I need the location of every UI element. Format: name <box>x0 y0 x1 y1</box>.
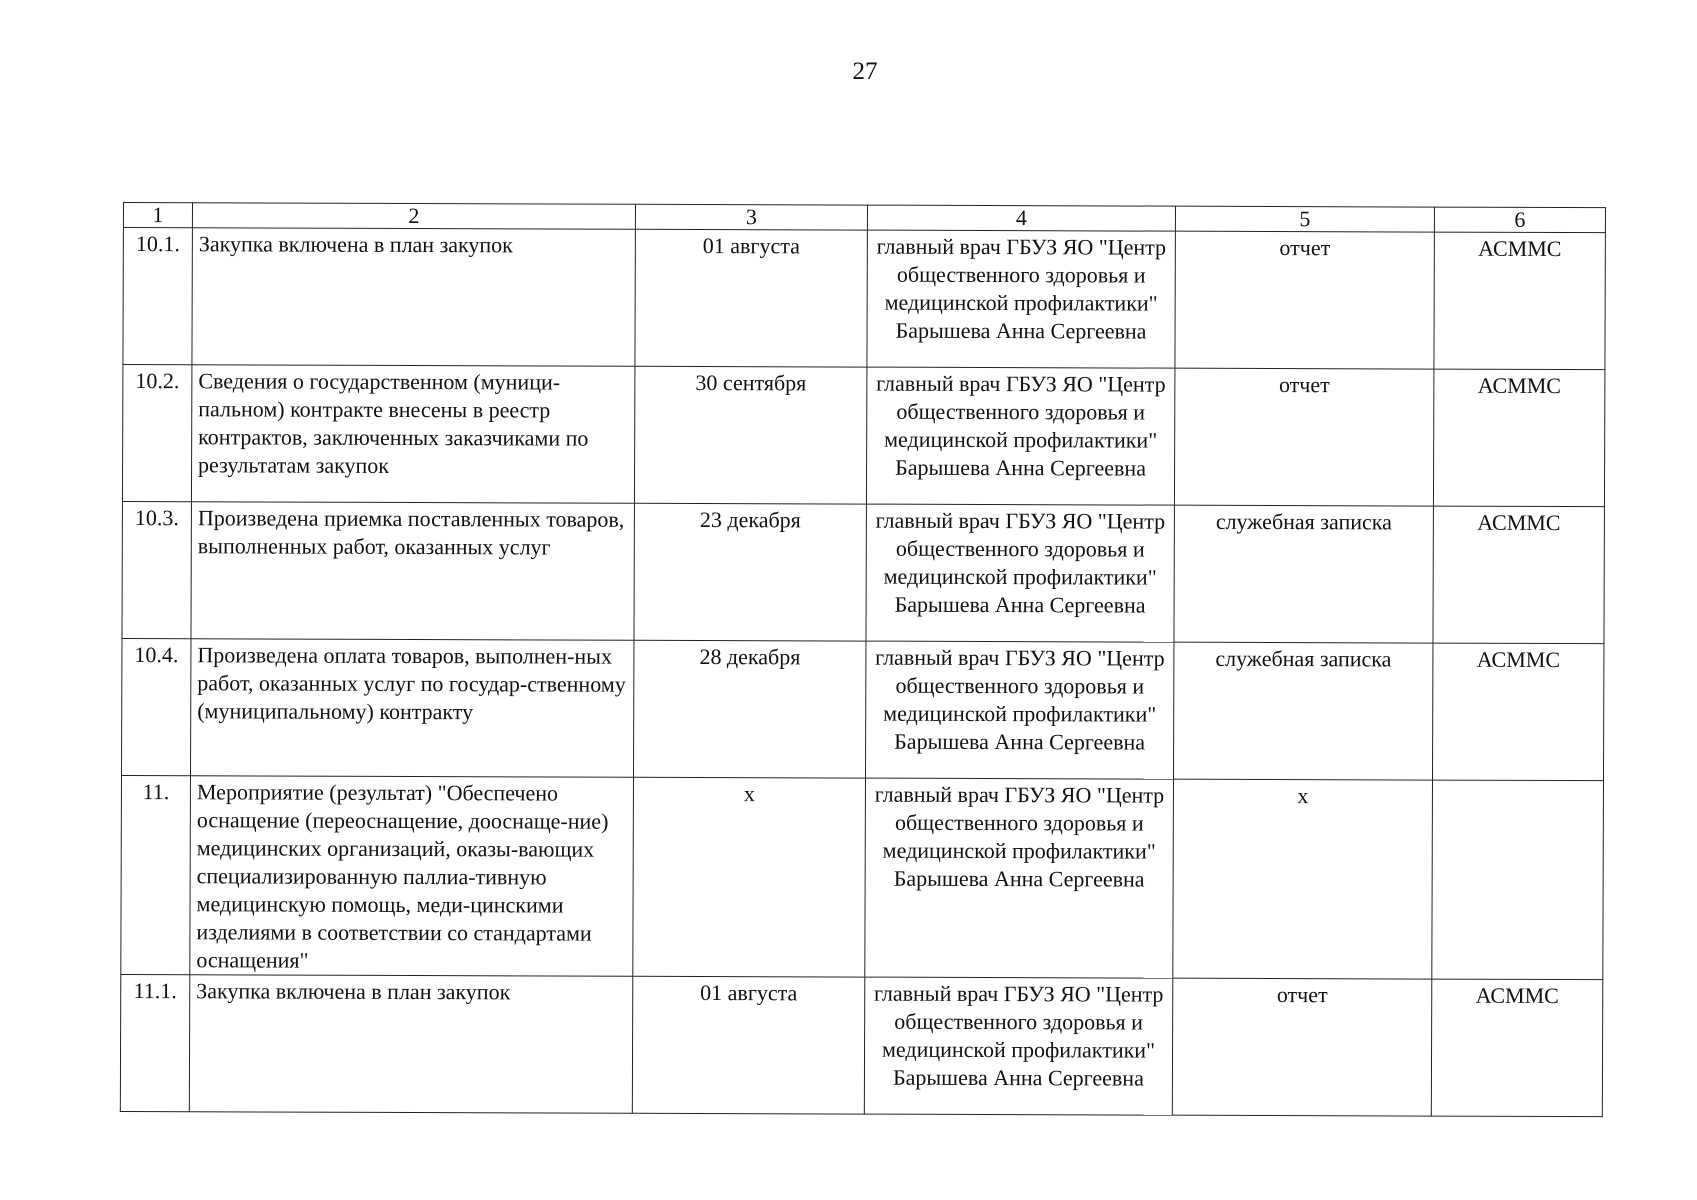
row-deadline: 30 сентября <box>634 366 866 504</box>
row-description: Сведения о государственном (муници-пальном) контракте внесены в реестр контрактов, заключенных заказчиками по результатам закупок <box>191 365 634 504</box>
column-header-5: 5 <box>1175 206 1434 232</box>
row-document: отчет <box>1175 231 1434 369</box>
row-document: отчет <box>1174 368 1433 506</box>
row-responsible: главный врач ГБУЗ ЯО "Центр общественного здоровья и медицинской профилактики" Барышева Анна Сергеевна <box>866 504 1174 642</box>
row-deadline: 01 августа <box>635 229 867 367</box>
row-responsible: главный врач ГБУЗ ЯО "Центр общественного здоровья и медицинской профилактики" Барышева Анна Сергеевна <box>867 230 1175 368</box>
table-row <box>121 638 1603 780</box>
row-system: АСММС <box>1431 979 1602 1117</box>
row-responsible: главный врач ГБУЗ ЯО "Центр общественного здоровья и медицинской профилактики" Барышева Анна Сергеевна <box>865 641 1173 779</box>
row-deadline: х <box>633 777 866 977</box>
row-system: АСММС <box>1433 369 1604 507</box>
row-responsible: главный врач ГБУЗ ЯО "Центр общественного здоровья и медицинской профилактики" Барышева Анна Сергеевна <box>866 367 1174 505</box>
row-description: Мероприятие (результат) "Обеспечено оснащение (переоснащение, дооснаще-ние) медицинских организаций, оказы-вающих специализированную паллиа-тивную медицинскую помощь, меди-цинскими изделиями в соответствии со стандартами оснащения" <box>190 776 634 977</box>
row-number: 11. <box>121 775 191 974</box>
row-document: отчет <box>1172 978 1431 1116</box>
table-row <box>121 775 1604 979</box>
row-number: 10.1. <box>123 228 192 365</box>
plan-table <box>120 202 1606 1117</box>
column-header-6: 6 <box>1434 207 1605 233</box>
row-document: служебная записка <box>1173 642 1432 780</box>
column-header-2: 2 <box>192 203 635 230</box>
row-system: АСММС <box>1434 232 1605 370</box>
page-number: 27 <box>852 58 878 85</box>
row-description: Закупка включена в план закупок <box>189 975 632 1114</box>
row-document: служебная записка <box>1174 505 1433 643</box>
row-document: х <box>1173 779 1433 979</box>
table-row <box>122 365 1604 507</box>
table-row <box>120 974 1602 1116</box>
row-system <box>1432 780 1604 980</box>
row-responsible: главный врач ГБУЗ ЯО "Центр общественного здоровья и медицинской профилактики" Барышева Анна Сергеевна <box>864 977 1172 1115</box>
row-number: 10.3. <box>122 501 191 638</box>
column-header-4: 4 <box>867 205 1175 231</box>
row-description: Произведена оплата товаров, выполнен-ных работ, оказанных услуг по государ-ственному (муниципальному) контракту <box>190 639 633 778</box>
row-deadline: 28 декабря <box>633 640 865 778</box>
row-description: Закупка включена в план закупок <box>192 228 635 367</box>
row-deadline: 23 декабря <box>634 503 866 641</box>
row-number: 11.1. <box>120 974 189 1111</box>
column-header-3: 3 <box>635 204 867 230</box>
row-system: АСММС <box>1433 506 1604 644</box>
row-responsible: главный врач ГБУЗ ЯО "Центр общественного здоровья и медицинской профилактики" Барышева Анна Сергеевна <box>865 778 1174 978</box>
table-row <box>122 501 1604 643</box>
row-deadline: 01 августа <box>632 976 864 1114</box>
column-header-1: 1 <box>123 203 192 228</box>
row-system: АСММС <box>1432 643 1603 781</box>
row-description: Произведена приемка поставленных товаров, выполненных работ, оказанных услуг <box>191 502 634 641</box>
row-number: 10.4. <box>121 638 190 775</box>
row-number: 10.2. <box>122 365 191 502</box>
table-row <box>123 228 1605 370</box>
